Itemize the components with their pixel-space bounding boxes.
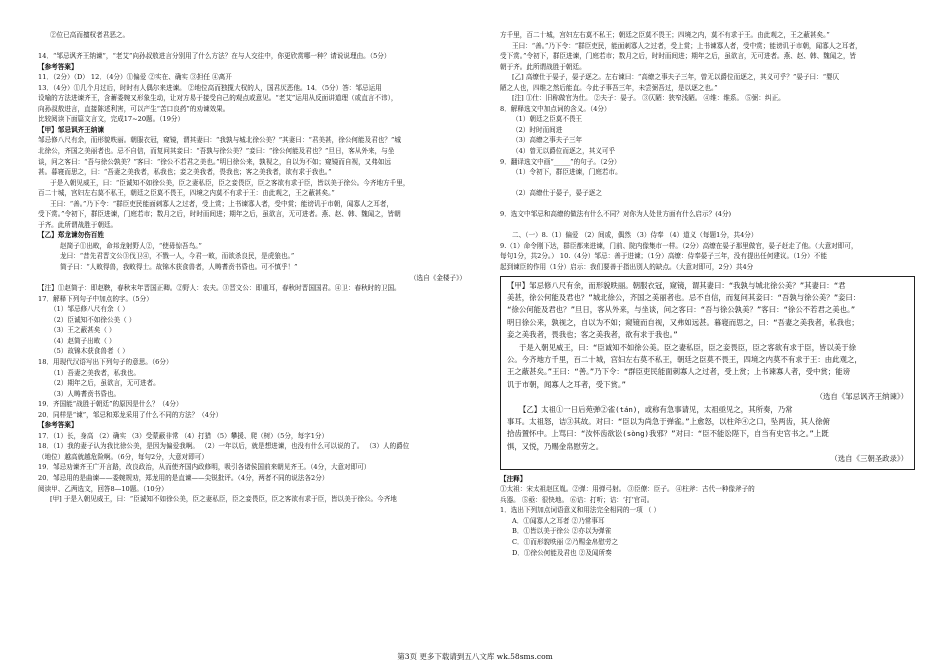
text-line: 设喻的方法进谏齐王，含蓄委婉又形象生动，让对方易于接受自己的观点或意见。“老艾”运用从反面讲道理（或直言不讳）， (38, 94, 398, 103)
text-line: 惧，又悦，乃赐金帛慰劳之。 (507, 441, 604, 451)
text-line: （1）吾妻之美我者，私我也。 (50, 368, 140, 377)
text-line (500, 178, 915, 189)
text-line: 每句1分，共2分。） 10.（4分）邹忌：善于进谏；（1分）高缭：侍奉晏子三年，没有提出任何建议。（1分）不能 (500, 252, 827, 261)
text-line: 王曰：“善。”乃下令：“群臣吏民，能面刺寡人之过者，受上赏；上书谏寡人者，受中赏；能谤讥于市朝，闻寡人之耳者， (512, 41, 862, 50)
text-line: 于是入朝见威王，曰：“臣诚知不如徐公美。臣之妻私臣，臣之妾畏臣，臣之客欲有求于臣，皆以美于徐 (519, 342, 857, 352)
text-line: 向孙叔敖进言，直接陈述利害，可以产生“苦口良药”的劝谏效果。 (38, 104, 230, 113)
text-line: 9．翻译选文中画“_____”的句子。（2分） (500, 157, 621, 166)
text-line: （4）赵简子出畋（ ） (50, 336, 116, 345)
text-line: 赵简子①出畋，命邦龙射野人②，“使毋惊吾鸟。” (60, 241, 202, 250)
page-footer: 第3页 更多下载请到五八文库 wk.58sms.com (397, 652, 553, 661)
text-line: 阅读甲、乙两选文，回答8—10题。（10分） (38, 484, 168, 493)
text-line: 比较阅读下面篇文言文，完成17~20题。（19分） (38, 115, 185, 124)
text-line: 朝于齐。此所谓战胜于朝廷。 (500, 62, 586, 71)
text-line: 于是入朝见威王，曰：“臣诚知不如徐公美，臣之妻私臣，臣之妾畏臣，臣之客欲有求于臣，皆以美于徐公。今齐地方千里， (50, 178, 410, 187)
text-line: 百二十城，宫妇左右莫不私王，朝廷之臣莫不畏王，四境之内莫不有求于王：由此观之，王之蔽甚矣。” (38, 189, 335, 198)
text-line: 拾齿置怀中。上骂曰：“汝怀齿欲讼(sòng)我邪？”对曰：“臣不能讼陛下，自当有史官书之。”上既 (507, 429, 829, 439)
text-line: 简子曰：“人畋得兽，我畋得士。故锦木获食兽者，人畴耆贲书昏也。可不慎乎！” (60, 263, 298, 272)
right-bottom-section (500, 474, 915, 558)
text-line: 兵器。 ⑤亟：很快地。 ⑥诘：打听；诘：‘打’官司。 (500, 495, 654, 504)
text-line: 于齐。此所谓战胜于朝廷。 (38, 220, 118, 229)
text-line: （3）人畴耆贲书昏也。 (50, 389, 121, 398)
text-line: 北徐公，齐国之美丽者也。忌不自信，而复问其妾曰：“吾孰与徐公美？”妾曰：“徐公何能及君也？”旦日，客从外来，与坐 (38, 147, 395, 156)
text-line: 18．（1）我的妻子认为我比徐公美，是因为偏爱我啊。 （2）一年以后，就是想进谏，也没有什么可以说的了。 （3）人的爵位 (38, 442, 410, 451)
text-line: [注] ①仕：旧称做官为仕。 ②夫子：晏子。 ③仄陋：狭窄浅陋。 ④维：维系。 ⑤弼：纠正。 (512, 94, 785, 103)
text-line: （选自《邹忌讽齐王纳谏》） (815, 392, 908, 402)
text-line: （1）邹忌修八尺有余（ ） (50, 305, 129, 314)
text-line: 妾之美我者，畏我也；客之美我者，欲有求于我也。” (507, 330, 678, 340)
text-line: 17．解释下列句子中加点的字。（5分） (38, 294, 153, 303)
text-line: 起到谏臣的作用（1分）启示：我们要善于指出别人的缺点。（大意对即可，2分）共4分 (500, 263, 754, 272)
text-line: [甲] 于是入朝见威王，曰：“臣诚知不如徐公美，臣之妻私臣，臣之妾畏臣，臣之客欲有求于臣，皆以美于徐公。今齐地 (50, 495, 397, 504)
text-line: 19．邹忌劝谏齐王广开言路，改良政治，从而使齐国内政修明，吸引各诸侯国前来朝见齐王。（4分，大意对即可） (38, 463, 371, 472)
text-line: 20．同样是“谏”，邹忌和郑龙采用了什么不同的方法？（4分） (38, 410, 223, 419)
text-line: （2）期年之后，虽欲言，无可进者。 (50, 379, 160, 388)
text-line: （4）曾无以爵位而逐之，其义可乎 (512, 147, 616, 156)
text-line: 【甲】邹忌讽齐王纳谏 (38, 125, 104, 134)
text-line: 龙曰：“昔先君晋文公③伐卫④，不戮一人，今君一畋，而欲杀良民，是虎狼也。” (60, 252, 295, 261)
text-line: 陋之人也，四维之然后能直。今此子事吾三年，未尝弼吾过，是以逐之也。” (500, 83, 718, 92)
text-line: 邹忌修八尺有余，而形貌昳丽。朝服衣冠，窥镜，谓其妻曰：“我孰与城北徐公美？”其妻曰：“君美甚，徐公何能及君也？”城 (38, 136, 401, 145)
boxed-passage (500, 276, 915, 470)
text-line: 公。今齐地方千里，百二十城，宫妇左右莫不私王，朝廷之臣莫不畏王，四境之内莫不有求于王：由此观之， (507, 355, 862, 365)
text-line (38, 41, 466, 52)
text-line: 9.（1）命令刚下达，群臣都来进谏，门前、院内像集市一样。（2分）高缭在晏子那里做官，晏子赶走了他。（大意对即可， (500, 241, 858, 250)
text-line: （3）高缭之事夫子三年 (512, 136, 583, 145)
text-line: 【注】①赵简子：即赵鞅，春秋末年晋国正卿。②野人：农夫。③晋文公：即重耳，春秋时晋国国君。④卫：春秋时的卫国。 (38, 284, 401, 293)
text-line: 方千里，百二十城，宫妇左右莫不私王；朝廷之臣莫不畏王；四境之内，莫不有求于王。由此观之，王之蔽甚矣。” (500, 31, 830, 39)
text-line: 9．选文中邹忌和高缭的做法有什么不同？对你为人处世方面有什么启示？(4分) (500, 210, 732, 219)
text-line: 谈，问之客曰：“吾与徐公孰美？”客曰：“徐公不若君之美也。”明日徐公来，孰视之，自以为不如；窥镜而自视，又弗如远 (38, 157, 392, 166)
text-line: 王曰：“善。”乃下令：“群臣吏民能面刺寡人之过者，受上赏；上书谏寡人者，受中赏；能谤讥于市朝，闻寡人之耳者， (50, 199, 394, 208)
text-line: 19．齐国能“战胜于朝廷”的原因是什么？（4分） (38, 400, 183, 409)
text-line: （1）朝廷之臣莫不畏王 (512, 115, 583, 124)
text-line: 20．邹忌用的是曲谏——委婉规劝，郑龙用的是直谏——尖锐批评。（4分，两者不同的说法各2分） (38, 473, 329, 482)
text-line: （2）高缭仕于晏子，晏子逐之 (512, 189, 602, 198)
text-line: D．①徐公何能及君也 ②及闻所奏 (512, 548, 612, 557)
text-line: 18．用现代汉语写出下列句子的意思。（6分） (38, 357, 173, 366)
text-line: （1）令初下，群臣进谏，门庭若市。 (512, 168, 622, 177)
text-line: ②位已高而擅权者君恶之。 (50, 31, 130, 39)
text-line: 1．选出下列加点词语意义和用法完全相同的一项 （ ） (500, 506, 661, 515)
text-line: （选自《金楼子》） (409, 273, 466, 282)
text-line: C．①而形貌昳丽 ②乃赐金帛慰劳之 (512, 537, 619, 546)
text-line: 王之蔽甚矣。”王曰：“善。”乃下令：“群臣吏民能面刺寡人之过者，受上赏；上书谏寡人者，受中赏；能谤 (507, 367, 850, 377)
text-line: 8．解释选文中加点词的含义。（4分） (500, 104, 611, 113)
text-line: 【参考答案】 (38, 421, 78, 430)
text-line: （2）时时而间进 (512, 125, 563, 134)
text-line (500, 220, 915, 231)
text-line (500, 199, 915, 210)
text-line: （3）王之蔽甚矣（ ） (50, 326, 116, 335)
text-line: 【参考答案】 (38, 62, 78, 71)
text-line: 【甲】邹忌修八尺有余，而形貌昳丽。朝服衣冠，窥镜，谓其妻曰：“我孰与城北徐公美？”其妻曰：“君 (507, 280, 846, 290)
text-line: 11．（2分）（D） 12．（4分）①偏爱 ②实在、确实 ③担任 ④离开 (38, 73, 232, 82)
text-line: 甚。暮寝而思之，曰：“吾妻之美我者，私我也；妾之美我者，畏我也；客之美我者，欲有求于我也。” (38, 168, 332, 177)
text-line: 二、（一）8.（1）偏爱 （2）间或，偶然 （3）侍奉 （4）道义（每题1分，共4分） (512, 231, 758, 240)
text-line: 明日徐公来，孰视之，自以为不如；窥镜而自视，又弗如远甚。暮寝而思之，曰：“吾妻之美我者，私我也； (507, 317, 859, 327)
text-line: 受下赏。”令初下，群臣进谏，门庭若市；数月之后，时时而间进；期年之后，虽欲言，无可进者。燕、赵、韩、魏闻之，皆朝 (38, 210, 401, 219)
text-line: B．①皆以美于徐公 ②亦以为弹雀 (512, 527, 612, 536)
text-line: （5）故锦木获食兽者（ ） (50, 347, 129, 356)
text-line: ①太祖：宋太祖赵匡胤。②弹：用弹弓射。 ③臣僚：臣子。 ④柱斧：古代一种像斧子的 (500, 485, 755, 494)
text-line: [乙] 高缭仕于晏子，晏子逐之。左右谏曰：“高缭之事夫子三年，曾无以爵位而逐之，其义可乎？”晏子曰：“婴仄 (512, 73, 840, 82)
right-column (500, 30, 915, 558)
left-column (38, 30, 466, 505)
right-top-section (500, 30, 915, 273)
text-line: （2）臣诚知不如徐公美（ ） (50, 315, 136, 324)
text-line: 美甚，徐公何能及君也？”城北徐公，齐国之美丽者也。忌不自信，而复问其妾曰：“吾孰与徐公美？”妾曰： (507, 292, 861, 302)
text-line: “徐公何能及君也？”旦日，客从外来，与坐谈，问之客曰：“吾与徐公孰美？”客曰：“徐公不若君之美也。” (507, 305, 856, 315)
text-line: 受下赏。”令初下，群臣进谏，门庭若市；数月之后，时时而间进；期年之后，虽欲言，无可进者。燕、赵、韩、魏闻之，皆 (500, 52, 857, 61)
text-line: 事耳。太祖怒，诘③其故。对曰：“臣以为尚急于弹雀。”上愈怒，以柱斧④之口，坠两齿，其人徐俯 (507, 417, 831, 427)
text-line: A．①闻寡人之耳者 ②乃常事耳 (512, 516, 605, 525)
text-line: 17．（1）长，身高 （2）确实 （3）受蒙蔽非常 （4）打猎 （5）攀援、爬（树）（5分，每字1分） (38, 431, 329, 440)
text-line: 13．（4分）①几个月过后，时时有人偶尔来进谏。 ②地位高而独揽大权的人，国君厌恶他。14．（5分）答：邹忌运用 (38, 83, 382, 92)
text-line: 【注释】 (500, 474, 527, 483)
text-line: （地位）越高就越危险啊。（6分，每句2分，大意对即可） (38, 452, 208, 461)
text-line: 讥于市朝，闻寡人之耳者，受下赏。” (507, 379, 627, 389)
text-line: 【乙】太祖①一日后苑弹②雀(tán)，或称有急事请见，太祖亟见之，其所奏，乃常 (519, 404, 793, 414)
text-line: 【乙】郑龙谏勿伤百姓 (38, 231, 104, 240)
text-line: （选自《三朝圣政录》） (830, 454, 908, 464)
text-line: 14．“邹忌讽齐王纳谏”，“老艾”向孙叔敖进言分别用了什么方法？在与人交往中，你更欣赏哪一种？请说说理由。（5分） (38, 52, 391, 61)
